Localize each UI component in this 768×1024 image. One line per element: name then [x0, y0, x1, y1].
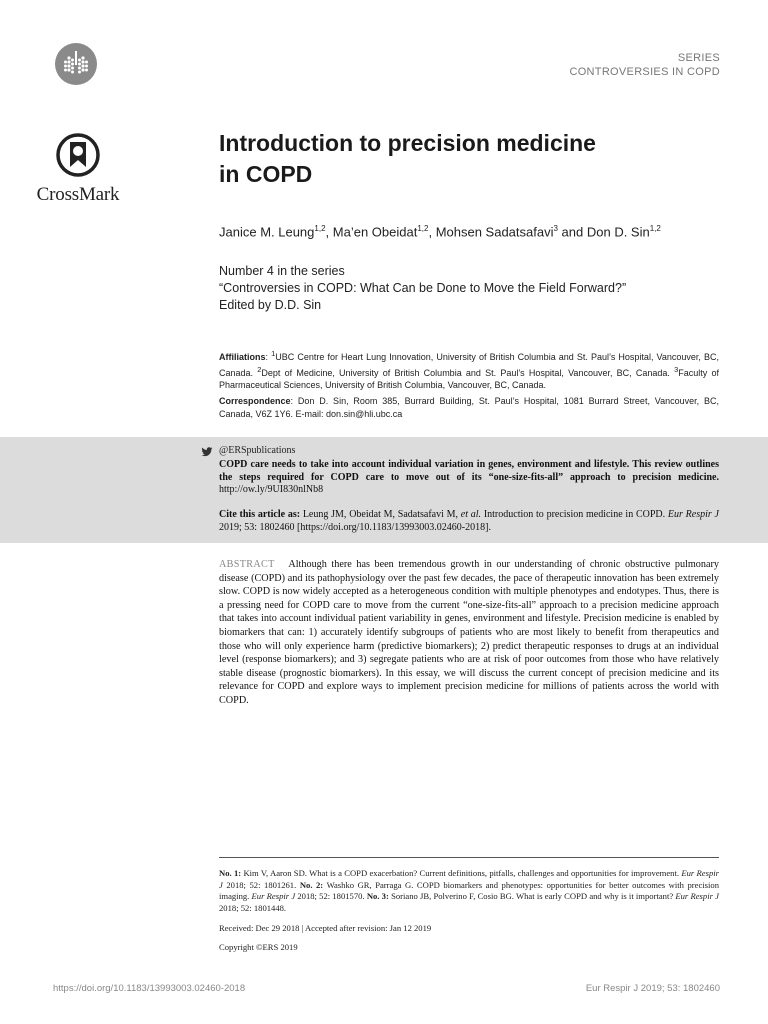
series-item-cite: 2018; 52: 1801448.	[219, 903, 287, 914]
affiliations: Affiliations: $^1$UBC Centre for Heart Lung Innovation, University of British Columbia and St. Paul’s Hospital, Vancouver, BC, Canada. $^2$Dept of Medicine, University of British Columbia and St. Paul’s Hospital, Vancouver, BC, Canada. $^3$Faculty of Pharmaceutical Sciences, University of British Columbia, Vancouver, BC, Canada.	[219, 349, 719, 390]
title-line-1: Introduction to precision medicine	[219, 130, 596, 156]
crossmark-badge[interactable]	[33, 133, 123, 206]
affil-sup: 3	[674, 364, 679, 374]
author-list	[219, 224, 661, 239]
series-editor: Edited by D.D. Sin	[219, 298, 322, 312]
series-info	[219, 263, 626, 314]
author-affil-sup: 1,2	[314, 224, 326, 233]
cite-authors: Leung JM, Obeidat M, Sadatsafavi M,	[300, 509, 461, 520]
abstract-text: Although there has been tremendous growth in our understanding of chronic obstructive pulmonary disease (COPD) and its pathophysiology over the past few decades, the pace of therapeutic innovation has been extremely slow. COPD is now widely accepted as a heterogeneous condition with multiple phenotypes and endotypes. Thus, there is a pressing need for COPD care to move from the current “one-size-fits-all” approach to a precision medicine approach that takes into account individual patient variability in genes, environment and lifestyle. Precision medicine is enabled by biomarkers that can: 1) accurately identify subgroups of patients who are most likely to benefit from therapeutics and those who will only experience harm (predictive biomarkers); 2) predict therapeutic responses to drugs at an individual level (response biomarkers); and 3) segregate patients who are at risk of poor outcomes from those who have relatively stable disease (prognostic biomarkers). In this essay, we will discuss the current concept of precision medicine and its relevance for COPD and explore ways to implement precision medicine for millions of patients across the world with COPD.	[219, 559, 719, 706]
author-name: Janice M. Leung	[219, 224, 315, 240]
affil-text: UBC Centre for Heart Lung Innovation, University of British Columbia and St. Paul’s Hospital, Vancouver, BC, Canada.	[219, 352, 719, 378]
twitter-bird-icon	[201, 446, 213, 458]
correspondence	[219, 395, 719, 420]
series-item-label: No. 2:	[299, 879, 324, 890]
author-affil-sup: 1,2	[417, 224, 429, 233]
series-item-text: Kim V, Aaron SD. What is a COPD exacerbation? Current definitions, pitfalls, challenges and opportunities for improvement.	[241, 868, 682, 878]
series-item-label: No. 3:	[366, 891, 389, 902]
series-item-cite: 2018; 52: 1801570.	[295, 891, 367, 902]
crossmark-label: CrossMark	[36, 184, 120, 205]
author-name: Ma’en Obeidat	[332, 224, 418, 240]
tweet-short-link[interactable]: http://ow.ly/9UI830nlNb8	[219, 484, 324, 495]
copyright-notice: Copyright ©ERS 2019	[219, 942, 298, 952]
tweet-text	[219, 459, 719, 497]
author-separator: ,	[325, 224, 333, 240]
series-item-label: No. 1:	[219, 868, 242, 878]
cite-journal: Eur Respir J	[667, 509, 719, 520]
series-number: Number 4 in the series	[219, 264, 345, 278]
author-affil-sup: 3	[553, 224, 558, 233]
footer-doi-link[interactable]: https://doi.org/10.1183/13993003.02460-2018	[53, 983, 246, 994]
series-label: SERIES	[677, 52, 720, 64]
citation-block	[219, 509, 719, 534]
twitter-handle-link[interactable]: @ERSpublications	[219, 445, 296, 456]
cite-etal: et al.	[460, 509, 482, 520]
series-header	[569, 51, 720, 79]
affil-text: Dept of Medicine, University of British Columbia and St. Paul’s Hospital, Vancouver, BC, Canada.	[261, 367, 675, 378]
affil-sup: 1	[271, 349, 276, 358]
correspondence-text: : Don D. Sin, Room 385, Burrard Building, St. Paul’s Hospital, 1081 Burrard Street, Vancouver, BC, Canada, V6Z 1Y6. E-mail: don.sin@hli.ubc.ca	[219, 396, 719, 419]
series-article-list	[219, 868, 719, 915]
abstract-label: ABSTRACT	[219, 559, 275, 570]
footnote-divider	[219, 857, 719, 858]
author-name: Don D. Sin	[586, 224, 650, 240]
series-title: “Controversies in COPD: What Can be Done to Move the Field Forward?”	[219, 281, 627, 295]
article-title	[219, 128, 719, 190]
author-affil-sup: 1,2	[649, 224, 661, 233]
affil-text: Faculty of Pharmaceutical Sciences, University of British Columbia, Vancouver, BC, Canada.	[219, 367, 719, 390]
author-separator: ,	[428, 224, 436, 240]
author-separator: and	[557, 224, 587, 240]
tweet-summary: COPD care needs to take into account individual variation in genes, environment and lifestyle. This review outlines the steps required for COPD care to move out of its “one-size-fits-all” approach to precision medicine.	[219, 459, 719, 483]
series-item-journal: Eur Respir J	[251, 891, 296, 902]
cite-doi[interactable]: 2019; 53: 1802460 [https://doi.org/10.1183/13993003.02460-2018].	[219, 521, 491, 533]
series-item-text: Washko GR, Parraga G. COPD biomarkers and phenotypes: opportunities for better outcomes with precision imaging.	[219, 879, 719, 902]
series-item-text: Soriano JB, Polverino F, Cosio BG. What is early COPD and why is it important?	[388, 891, 676, 902]
series-item-cite: 2018; 52: 1801261.	[222, 879, 300, 890]
cite-label: Cite this article as:	[219, 509, 301, 520]
affiliations-label: Affiliations	[219, 352, 266, 362]
cite-title: Introduction to precision medicine in COPD.	[481, 509, 668, 520]
received-dates: Received: Dec 29 2018 | Accepted after revision: Jan 12 2019	[219, 923, 432, 933]
affil-sup: 2	[257, 364, 262, 374]
footer-citation: Eur Respir J 2019; 53: 1802460	[585, 983, 720, 994]
series-item-journal: Eur Respir J	[675, 891, 719, 902]
author-name: Mohsen Sadatsafavi	[435, 224, 554, 240]
correspondence-label: Correspondence	[219, 396, 291, 406]
ers-lung-logo-icon	[55, 43, 97, 85]
title-line-2: in COPD	[219, 161, 313, 187]
crossmark-bookmark-icon	[56, 133, 100, 177]
series-item-journal: Eur Respir J	[219, 868, 719, 890]
abstract	[219, 558, 719, 708]
series-name: CONTROVERSIES IN COPD	[569, 66, 720, 78]
